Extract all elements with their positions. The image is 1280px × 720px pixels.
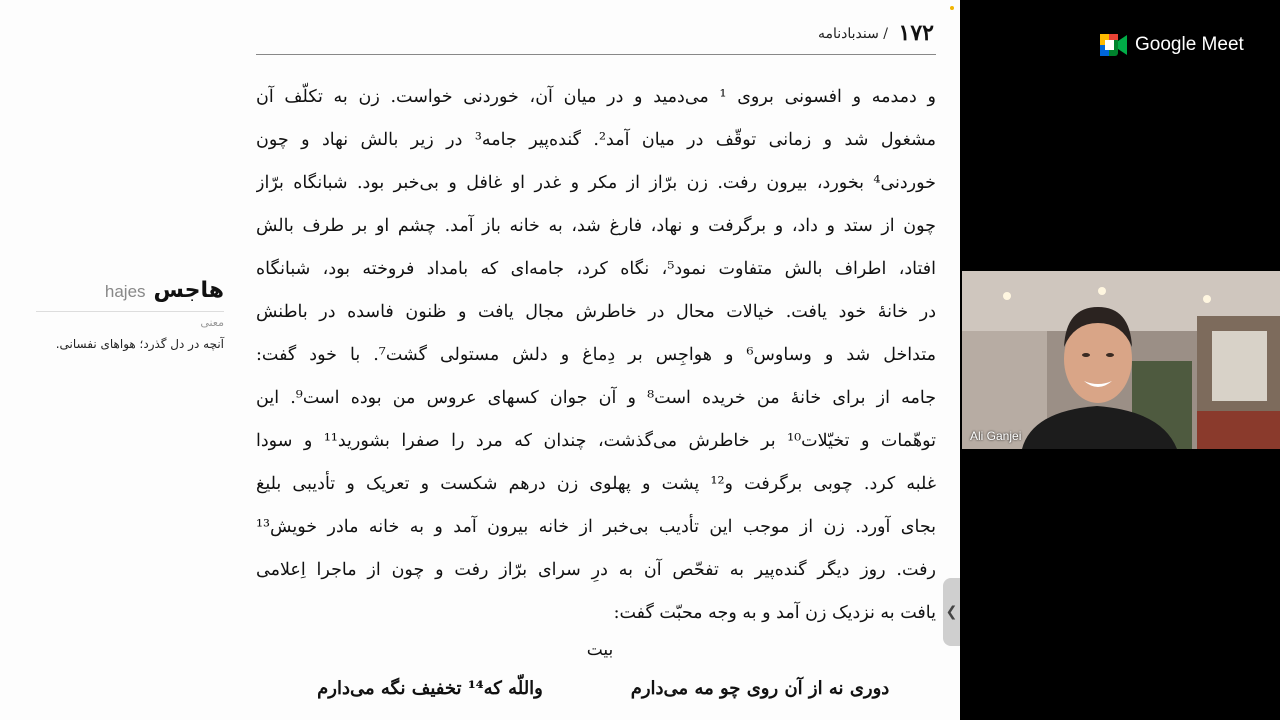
participant-video-tile[interactable] (962, 271, 1280, 449)
text-line: رفت. روز دیگر گنده‌پیر به تفحّص آن به درِ سرای برّاز رفت و چون از ماجرا اِعلامی (256, 560, 936, 580)
meet-brand-label: Google Meet (1135, 34, 1244, 55)
verse-hemistich-left: واللّه که¹⁴ تخفیف نگه می‌دارم (317, 678, 543, 699)
glossary-transliteration: hajes (104, 282, 146, 301)
text-line: افتاد، اطراف بالش متفاوت نمود⁵، نگاه کرد، جامه‌ای که بامداد فروخته بود، شبانگاه (256, 259, 936, 279)
page-header (256, 20, 936, 55)
text-line: غلبه کرد. چوبی برگرفت و¹² پشت و پهلوی زن درهم شکست و تعریک و تأدیبی بلیغ (256, 474, 936, 494)
glossary-panel (36, 278, 224, 351)
glossary-meaning: آنچه در دل گذرد؛ هواهای نفسانی. (55, 337, 224, 351)
verse-hemistich-right: دوری نه از آن روی چو مه می‌دارم (630, 678, 890, 699)
glossary-term: هاجس (153, 278, 224, 303)
text-line: جامه از برای خانهٔ من خریده است⁸ و آن جوان کسهای عروس من بوده است⁹. این (256, 388, 936, 408)
status-dot (950, 6, 954, 10)
glossary-divider (36, 311, 224, 312)
text-line: و دمدمه و افسونی بروی ¹ می‌دمید و در میان آن، خوردنی خواست. زن به تکلّف آن (256, 87, 936, 107)
text-line: در خانهٔ خود یافت. خیالات محال در خاطرش مجال یافت و ظنون فاسده در باطنش (256, 302, 936, 322)
meet-camera-icon (1100, 34, 1127, 56)
verse-label: بیت (586, 640, 614, 660)
text-line: یافت به نزدیک زن آمد و به وجه محبّت گفت: (613, 603, 936, 623)
book-title: / سندبادنامه (817, 26, 888, 42)
text-line: متداخل شد و وساوس⁶ و هواجِس بر دِماغ و دلش مستولی گشت⁷. با خود گفت: (256, 345, 936, 365)
participant-video-frame (962, 271, 1280, 449)
chevron-left-icon: ❮ (945, 604, 958, 620)
page-body (256, 76, 936, 635)
glossary-section-label: معنی (200, 316, 224, 329)
text-line: خوردنی⁴ بخورد، بیرون رفت. زن برّاز از مکر و غدر او غافل و بی‌خبر بود. شبانگاه برّاز (256, 173, 936, 193)
page-number: ۱۷۲ (898, 20, 934, 46)
text-line: مشغول شد و زمانی توقّف در میان آمد². گنده‌پیر جامه³ در زیر بالش نهاد و چون (256, 130, 936, 150)
text-line: بجای آورد. زن از موجب این تأدیب بی‌خبر از خانه بیرون آمد و به خانه مادر خویش¹³ (256, 517, 936, 537)
glossary-term-row (36, 278, 224, 303)
side-panel-toggle[interactable] (943, 578, 960, 646)
text-line: چون از ستد و داد، و برگرفت و نهاد، فارغ شد، به خانه باز آمد. چشم او بر طرف بالش (256, 216, 936, 236)
text-line: توهّمات و تخیّلات¹⁰ بر خاطرش می‌گذشت، چندان که مرد را صفرا بشورید¹¹ و سودا (256, 431, 936, 451)
participant-name: Ali Ganjei (970, 429, 1022, 443)
google-meet-logo (1100, 34, 1244, 56)
